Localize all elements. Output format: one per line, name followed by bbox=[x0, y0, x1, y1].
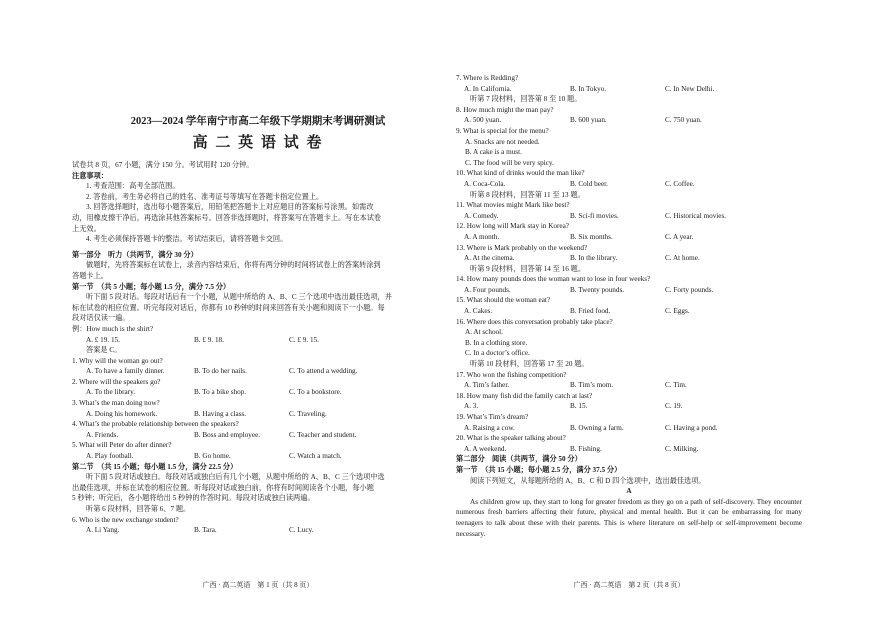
option-b: B. Cold beer. bbox=[570, 179, 608, 188]
option-a: A. Comedy. bbox=[464, 211, 499, 220]
question-6: 6. Who is the new exchange student? bbox=[72, 515, 179, 524]
question-17-options bbox=[456, 380, 802, 391]
section1-intro-line: 听下面 5 段对话。每段对话后有一个小题，从题中所给的 A、B、C 三个选项中选出最佳选项，并 bbox=[86, 293, 392, 302]
question-6-options bbox=[72, 525, 444, 536]
option-a: A. Raising a cow. bbox=[464, 423, 515, 432]
option-c: C. Forty pounds. bbox=[665, 285, 714, 294]
part1-title: 第一部分 听力（共两节，满分 30 分） bbox=[72, 250, 198, 259]
option-b: B. 15. bbox=[570, 402, 588, 411]
example-options bbox=[72, 335, 444, 346]
question-17: 17. Who won the fishing competition? bbox=[456, 370, 567, 379]
option-c: C. 19. bbox=[665, 402, 683, 411]
material-8-instruction: 听第 8 段材料，回答第 11 至 13 题。 bbox=[470, 190, 585, 199]
section2-intro-line: 5 秒钟；听完后，各小题将给出 5 秒钟的作答时间。每段对话或独白读两遍。 bbox=[72, 494, 315, 503]
left-page bbox=[72, 0, 444, 621]
left-content bbox=[72, 160, 444, 536]
question-5: 5. What will Peter do after dinner? bbox=[72, 441, 172, 450]
option-c: C. Eggs. bbox=[665, 307, 690, 316]
section2-intro-line: 听下面 5 段对话或独白。每段对话或独白后有几个小题，从题中所给的 A、B、C 三个选项中选 bbox=[86, 473, 385, 482]
option-a: A. Four pounds. bbox=[464, 285, 511, 294]
material-7-instruction: 听第 7 段材料，回答第 8 至 10 题。 bbox=[470, 95, 582, 104]
option-c: C. Historical movies. bbox=[665, 211, 727, 220]
option-a: A. In California. bbox=[464, 84, 512, 93]
question-7: 7. Where is Redding? bbox=[456, 74, 519, 82]
notice-line: 2. 答卷前，考生务必将自己的姓名、准考证号等填写在答题卡指定位置上。 bbox=[86, 192, 324, 201]
option-a: A. To have a family dinner. bbox=[86, 367, 165, 376]
example-question: 例：How much is the shirt? bbox=[72, 324, 154, 333]
option-b: B. To do her nails. bbox=[194, 367, 247, 376]
notice-line: 3. 回答选择题时，选出每小题答案后，用铅笔把答题卡上对应题目的答案标号涂黑。如需改 bbox=[86, 203, 374, 212]
section1-intro-line: 标在试卷的相应位置。听完每段对话后，你都有 10 秒钟的时间来回答有关小题和阅读下一小题。每 bbox=[72, 303, 385, 312]
question-14-options bbox=[456, 285, 802, 296]
right-page bbox=[456, 0, 802, 621]
question-16: 16. Where does this conversation probably take place? bbox=[456, 317, 613, 326]
exam-info: 试卷共 8 页，67 小题，满分 150 分。考试用时 120 分钟。 bbox=[72, 161, 254, 169]
option-a: A. 3. bbox=[464, 402, 479, 411]
option-b: B. A cake is a must. bbox=[465, 148, 522, 157]
option-a: A. Cakes. bbox=[464, 307, 493, 316]
option-b: B. Six months. bbox=[570, 232, 613, 241]
notice-title: 注意事项： bbox=[72, 171, 108, 180]
part2-section1-title: 第一节 （共 15 小题；每小题 2.5 分，满分 37.5 分） bbox=[456, 465, 622, 474]
part1-intro-line: 做题时，先将答案标在试卷上，录音内容结束后，你将有两分钟的时间将试卷上的答案转涂到 bbox=[86, 261, 381, 270]
exam-header-line: 2023—2024 学年南宁市高二年级下学期期末考调研测试 bbox=[130, 116, 386, 127]
question-13: 13. Where is Mark probably on the weekend? bbox=[456, 243, 588, 252]
question-14: 14. How many pounds does the woman want to lose in four weeks? bbox=[456, 275, 651, 284]
option-b: B. 600 yuan. bbox=[570, 116, 607, 125]
question-10-options bbox=[456, 179, 802, 190]
option-c: C. The food will be very spicy. bbox=[465, 158, 554, 167]
option-b: B. Fried food. bbox=[570, 307, 611, 316]
question-8-options bbox=[456, 115, 802, 126]
option-c: C. Coffee. bbox=[665, 179, 695, 188]
option-c: C. Teacher and student. bbox=[289, 430, 357, 439]
option-a: A. Li Yang. bbox=[86, 526, 120, 535]
option-a: A. A month. bbox=[464, 232, 500, 241]
question-11: 11. What movies might Mark like best? bbox=[456, 201, 570, 210]
question-20-options bbox=[456, 444, 802, 455]
question-2: 2. Where will the speakers go? bbox=[72, 377, 161, 386]
option-a: A. 500 yuan. bbox=[464, 116, 502, 125]
option-b: B. Twenty pounds. bbox=[570, 285, 625, 294]
question-5-options bbox=[72, 451, 444, 462]
notice-line: 上无效。 bbox=[72, 224, 101, 233]
material-9-instruction: 听第 9 段材料，回答第 14 至 16 题。 bbox=[470, 264, 586, 273]
question-1: 1. Why will the woman go out? bbox=[72, 356, 163, 365]
passage-label: A bbox=[626, 487, 632, 496]
page-footer: 广西 · 高二英语 第 1 页（共 8 页） bbox=[202, 581, 314, 589]
option-a: A. £ 19. 15. bbox=[86, 335, 120, 344]
option-c: C. 750 yuan. bbox=[665, 116, 702, 125]
option-c: C. To a bookstore. bbox=[289, 388, 342, 397]
option-c: C. Having a pond. bbox=[665, 423, 718, 432]
option-a: A. Snacks are not needed. bbox=[465, 137, 540, 146]
option-c: C. Tim. bbox=[665, 381, 687, 390]
question-2-options bbox=[72, 387, 444, 398]
option-a: A. Friends. bbox=[86, 430, 119, 439]
option-a: A. A weekend. bbox=[464, 444, 507, 453]
question-9: 9. What is special for the menu? bbox=[456, 126, 549, 135]
option-b: B. In the library. bbox=[570, 254, 618, 263]
notice-line: 1. 考查范围：高考全部范围。 bbox=[86, 182, 180, 191]
option-c: C. £ 9. 15. bbox=[289, 335, 319, 344]
question-19-options bbox=[456, 423, 802, 434]
question-1-options bbox=[72, 366, 444, 377]
question-11-options bbox=[456, 211, 802, 222]
question-12-options bbox=[456, 232, 802, 243]
option-a: A. At school. bbox=[465, 328, 503, 337]
option-b: B. £ 9. 18. bbox=[194, 335, 224, 344]
option-c: C. Milking. bbox=[665, 444, 699, 453]
question-15: 15. What should the woman eat? bbox=[456, 296, 551, 305]
option-c: C. In New Delhi. bbox=[665, 84, 715, 93]
option-a: A. Doing his homework. bbox=[86, 409, 158, 418]
option-b: B. Sci-fi movies. bbox=[570, 211, 619, 220]
option-a: A. Coca-Cola. bbox=[464, 179, 506, 188]
option-c: C. Lucy. bbox=[289, 526, 314, 535]
part1-intro-line: 答题卡上。 bbox=[72, 271, 108, 280]
section2-intro-line: 出最佳选项，并标在试卷的相应位置。听每段对话或独白前，你将有时间阅读各个小题，每小题 bbox=[72, 483, 374, 492]
page-footer: 广西 · 高二英语 第 2 页（共 8 页） bbox=[573, 581, 685, 589]
option-a: A. At the cinema. bbox=[464, 254, 515, 263]
option-b: B. Fishing. bbox=[570, 444, 602, 453]
question-18-options bbox=[456, 401, 802, 412]
option-b: B. To a bike shop. bbox=[194, 388, 247, 397]
part2-intro: 阅读下列短文，从每题所给的 A、B、C 和 D 四个选项中，选出最佳选项。 bbox=[470, 476, 706, 485]
question-13-options bbox=[456, 253, 802, 264]
question-4: 4. What’s the probable relationship between the speakers? bbox=[72, 420, 239, 429]
option-b: B. Go home. bbox=[194, 452, 231, 461]
option-b: B. In Tokyo. bbox=[570, 84, 607, 93]
option-c: C. In a doctor’s office. bbox=[465, 349, 530, 358]
question-4-options bbox=[72, 430, 444, 441]
option-b: B. Boss and employee. bbox=[194, 430, 261, 439]
material-6-instruction: 听第 6 段材料，回答第 6、7 题。 bbox=[86, 505, 191, 513]
passage-text: As children grow up, they start to long for greater freedom as they go on a path of self-discovery. They encounter numerous fresh barriers affecting their future, physical and mental health. But it can be embarrassing for many teenagers to talk about these with their parents. This is where literature on self-help or self-improvement become necessary. bbox=[456, 497, 802, 538]
notice-line: 动，用橡皮擦干净后，再选涂其他答案标号。回答非选择题时，将答案写在答题卡上。写在本试卷 bbox=[72, 213, 382, 222]
option-a: A. Tim’s father. bbox=[464, 381, 510, 390]
material-10-instruction: 听第 10 段材料，回答第 17 至 20 题。 bbox=[470, 360, 589, 369]
question-20: 20. What is the speaker talking about? bbox=[456, 434, 566, 443]
option-a: A. To the library. bbox=[86, 388, 135, 397]
option-c: C. Watch a match. bbox=[289, 452, 342, 461]
option-a: A. Play football. bbox=[86, 452, 134, 461]
question-8: 8. How much might the man pay? bbox=[456, 105, 554, 114]
question-3: 3. What’s the man doing now? bbox=[72, 399, 160, 408]
question-19: 19. What’s Tim’s dream? bbox=[456, 413, 529, 421]
part2-title: 第二部分 阅读（共两节，满分 50 分） bbox=[456, 455, 582, 464]
option-b: B. Owning a farm. bbox=[570, 423, 624, 432]
notice-line: 4. 考生必须保持答题卡的整洁。考试结束后，请将答题卡交回。 bbox=[86, 235, 288, 244]
question-15-options bbox=[456, 306, 802, 317]
question-10: 10. What kind of drinks would the man like? bbox=[456, 169, 585, 178]
question-12: 12. How long will Mark stay in Korea? bbox=[456, 222, 569, 231]
section1-title: 第一节 （共 5 小题；每小题 1.5 分，满分 7.5 分） bbox=[72, 282, 231, 291]
option-c: C. At home. bbox=[665, 254, 700, 263]
option-b: B. Having a class. bbox=[194, 409, 247, 418]
option-c: C. Traveling. bbox=[289, 409, 327, 418]
option-c: C. A year. bbox=[665, 232, 694, 241]
option-c: C. To attend a wedding. bbox=[289, 367, 358, 376]
section2-title: 第二节 （共 15 小题；每小题 1.5 分，满分 22.5 分） bbox=[72, 462, 238, 471]
right-content bbox=[456, 73, 802, 539]
example-answer: 答案是 C。 bbox=[86, 346, 122, 355]
section1-intro-line: 段对话仅读一遍。 bbox=[72, 314, 130, 323]
option-b: B. In a clothing store. bbox=[465, 338, 528, 347]
question-18: 18. How many fish did the family catch at last? bbox=[456, 391, 593, 400]
option-b: B. Tim’s mom. bbox=[570, 381, 614, 390]
option-b: B. Tara. bbox=[194, 526, 217, 535]
question-3-options bbox=[72, 409, 444, 420]
exam-title: 高 二 英 语 试 卷 bbox=[192, 135, 324, 151]
question-7-options bbox=[456, 84, 802, 95]
